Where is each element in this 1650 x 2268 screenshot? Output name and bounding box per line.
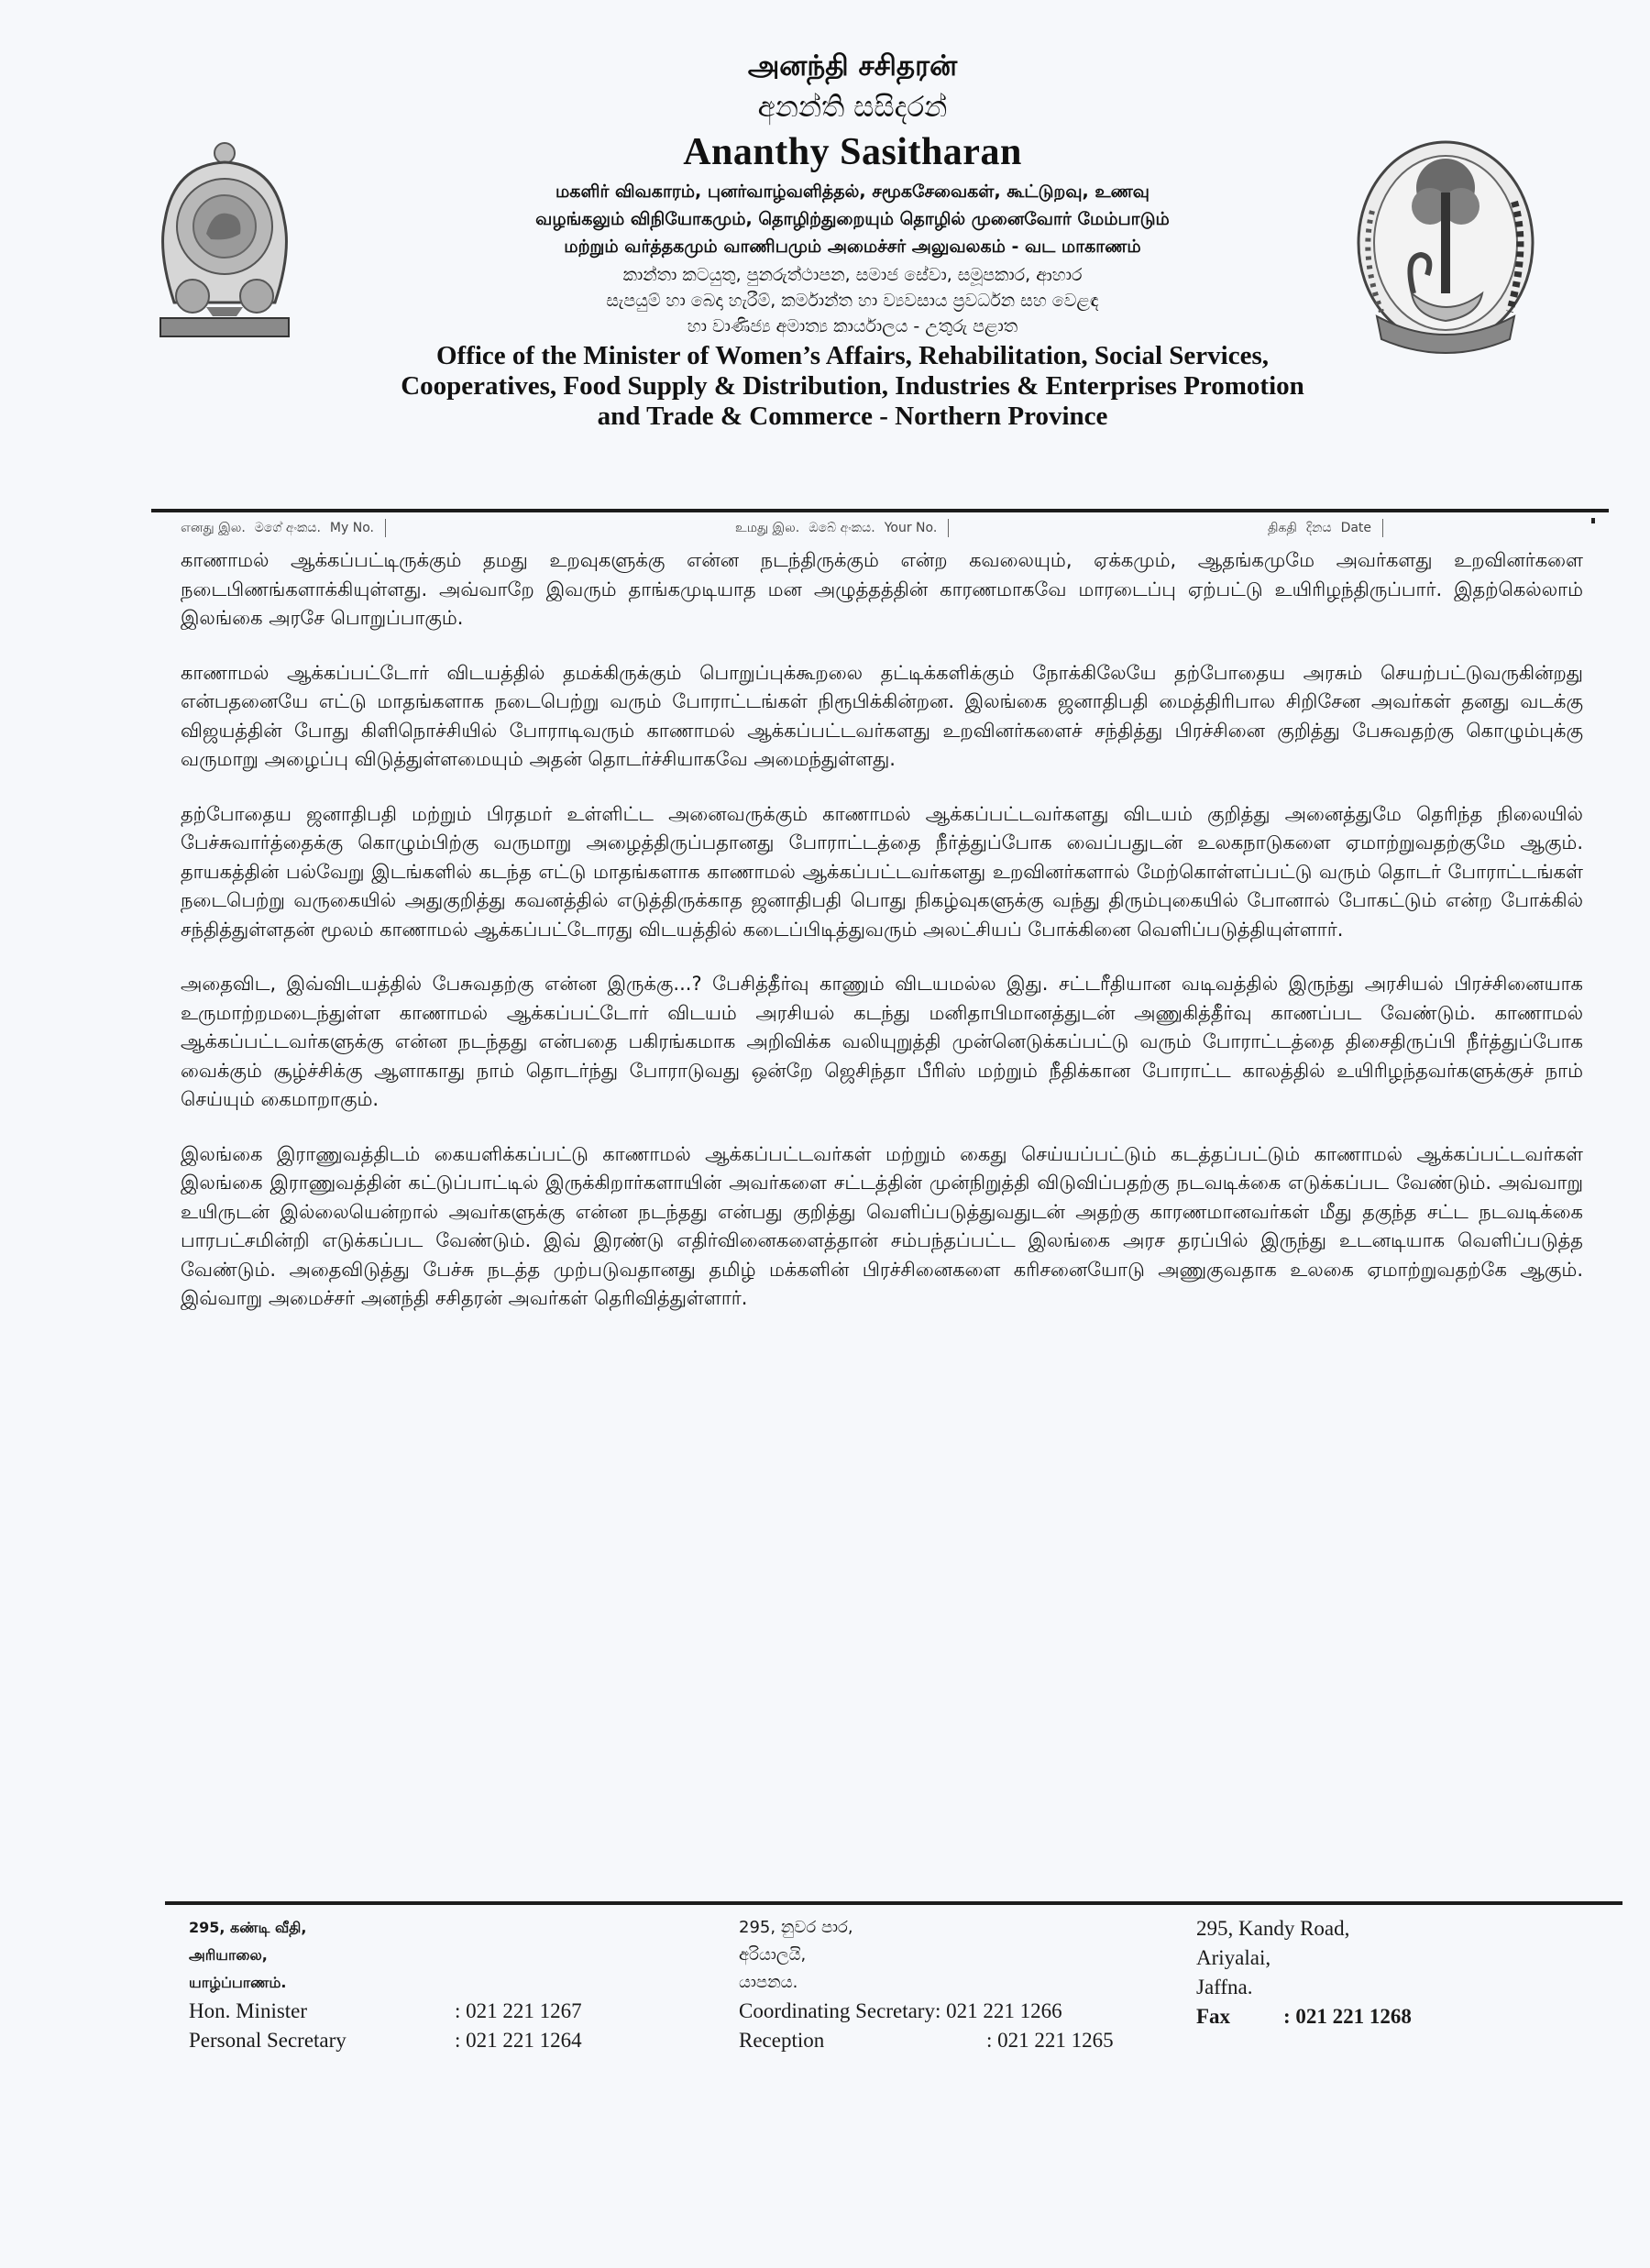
- address-tamil-line: 295, கண்டி வீதி,: [189, 1919, 307, 1936]
- header-divider: [151, 509, 1609, 512]
- footer-divider: [165, 1901, 1622, 1905]
- address-english-line: Jaffna.: [1196, 1976, 1253, 1998]
- contact-row: [1196, 2002, 1412, 2031]
- address-tamil-line: யாழ்ப்பாணம்.: [189, 1974, 287, 1991]
- body-paragraph: தற்போதைய ஜனாதிபதி மற்றும் பிரதமர் உள்ளிட்ட அனைவருக்கும் காணாமல் ஆக்கப்பட்டவர்களது விடயம் குறித்து அனைத்துமே தெரிந்த நிலையில் பேச்சுவார்த்தைக்கு கொழும்பிற்கு வருமாறு அழைத்திருப்பதானது போராட்டத்தை நீர்த்துப்போக வைப்பதுடன் உலகநாடுகளை ஏமாற்றுவதற்குமே ஆகும். தாயகத்தின் பல்வேறு இடங்களில் கடந்த எட்டு மாதங்களாக காணாமல் ஆக்கப்பட்டவர்களது உறவினர்களால் மேற்கொள்ளப்பட்டு வரும் தொடர் போராட்டங்கள் நடைபெற்று வருகையில் அதுகுறித்து கவனத்தில் எடுத்திருக்காத ஜனாதிபதி பொது நிகழ்வுகளுக்கு வந்து திரும்புகையில் போனால் போகட்டும் என்ற போக்கில் சந்தித்துள்ளதன் மூலம் காணாமல் ஆக்கப்பட்டோரது விடயத்தில் கடைப்பிடித்துவரும் அலட்சியப் போக்கினை வெளிப்படுத்தியுள்ளார்.: [181, 802, 1583, 941]
- address-english-line: 295, Kandy Road,: [1196, 1917, 1350, 1940]
- address-sinhala-line: 295, නුවර පාර,: [739, 1918, 853, 1937]
- my-ref-tamil: எனது இல.: [181, 521, 246, 535]
- minister-name-english: Ananthy Sasitharan: [683, 131, 1022, 173]
- reference-stamps-row: [181, 519, 1583, 539]
- contact-label: Coordinating Secretary: [739, 1999, 935, 2022]
- body-paragraph: அதைவிட, இவ்விடயத்தில் பேசுவதற்கு என்ன இருக்கு...? பேசித்தீர்வு காணும் விடயமல்ல இது. சட்டரீதியான வடிவத்தில் இருந்து அரசியல் பிரச்சினையாக உருமாற்றமடைந்துள்ள காணாமல் ஆக்கப்பட்டோர் விடயம் அரசியல் கடந்து மனிதாபிமானத்துடன் அணுகித்தீர்வு காணப்பட வேண்டும். காணாமல் ஆக்கப்பட்டவர்களுக்கு என்ன நடந்தது என்பதை பகிரங்கமாக அறிவிக்க வலியுறுத்தி முன்னெடுக்கப்பட்டு வரும் போராட்டத்தை திசைதிருப்பி நீர்த்துப்போக வைக்கும் சூழ்ச்சிக்கு ஆளாகாது நாம் தொடர்ந்து போராடுவது ஒன்றே ஜெசிந்தா பீரிஸ் மற்றும் நீதிக்கான போராட்ட காலத்தில் உயிரிழந்தவர்களுக்குச் நாம் செய்யும் கைமாறாகும்.: [181, 973, 1583, 1110]
- date-sinhala: දිනය: [1305, 521, 1332, 535]
- contact-phone: : 021 221 1264: [455, 2029, 582, 2052]
- emblem-icon: [156, 142, 293, 339]
- office-sinhala-line: කාන්තා කටයුතු, පුනරුත්ථාපන, සමාජ සේවා, සමූපකාර, ආහාර: [622, 265, 1083, 285]
- contact-label: Reception: [739, 2029, 825, 2052]
- my-ref-sinhala: මගේ අංකය.: [254, 521, 321, 535]
- office-tamil-line: வழங்கலும் விநியோகமும், தொழிற்துறையும் தொழில் முனைவோர் மேம்பாடும்: [535, 209, 1170, 229]
- contact-phone: : 021 221 1268: [1283, 2005, 1412, 2028]
- footer-sinhala-block: [739, 1914, 1114, 2055]
- date-stamp: [1268, 519, 1383, 537]
- contact-row: [189, 2026, 582, 2055]
- body-paragraph: இலங்கை இராணுவத்திடம் கையளிக்கப்பட்டு காணாமல் ஆக்கப்பட்டவர்கள் மற்றும் கைது செய்யப்பட்டும் கடத்தப்பட்டும் காணாமல் ஆக்கப்பட்டவர்கள் இலங்கை இராணுவத்தின் கட்டுப்பாட்டில் இருக்கிறார்களாயின் அவர்களை சட்டத்தின் முன்நிறுத்தி விடுவிப்பதற்கு நடவடிக்கை எடுக்கப்பட வேண்டும். அவ்வாறு உயிருடன் இல்லையென்றால் அவர்களுக்கு என்ன நடந்தது என்பது குறித்து வெளிப்படுத்துவதுடன் அதற்கு காரணமானவர்கள் மீது தகுந்த சட்ட நடவடிக்கை பாரபட்சமின்றி எடுக்கப்பட வேண்டும். இவ் இரண்டு எதிர்வினைகளைத்தான் சம்பந்தப்பட்ட இலங்கை அரச தரப்பில் இருந்து உடனடியாக வெளிப்படுத்த வேண்டும். அதைவிடுத்து பேச்சு நடத்த முற்படுவதானது தமிழ் மக்களின் பிரச்சினைகளை கரிசனையோடு அணுகுவதாக உலகை ஏமாற்றுவதற்கே ஆகும். இவ்வாறு அமைச்சர் அனந்தி சசிதரன் அவர்கள் தெரிவித்துள்ளார்.: [181, 1142, 1583, 1309]
- minister-name-tamil: அனந்தி சசிதரன்: [747, 50, 958, 83]
- letter-body: [181, 546, 1583, 1339]
- contact-label: Fax: [1196, 2005, 1231, 2028]
- address-tamil-line: அரியாலை,: [189, 1946, 268, 1964]
- office-title-tamil: [358, 178, 1348, 260]
- office-english-line: and Trade & Commerce - Northern Province: [597, 402, 1108, 431]
- your-ref-sinhala: ඔබේ අංකය.: [808, 521, 875, 535]
- date-tamil: திகதி: [1268, 521, 1297, 535]
- office-sinhala-line: හා වාණිජ්‍ය අමාත්‍ය කාර්යාලය - උතුරු පළාත: [687, 316, 1018, 336]
- address-english-line: Ariyalai,: [1196, 1946, 1271, 1969]
- contact-label: Hon. Minister: [189, 1999, 308, 2022]
- contact-phone: : 021 221 1266: [934, 1999, 1062, 2022]
- letterhead: [358, 46, 1348, 432]
- office-title-english: [358, 341, 1348, 432]
- office-sinhala-line: සැපයුම් හා බෙදා හැරීම්, කර්මාන්ත හා ව්‍යවසාය ප්‍රවර්ධන සහ වෙළඳ: [606, 291, 1099, 311]
- your-ref-stamp: [735, 519, 949, 537]
- contact-row: [739, 1997, 1114, 2026]
- my-ref-english: My No.: [329, 521, 374, 535]
- footer-tamil-block: [189, 1914, 582, 2055]
- office-tamil-line: மகளிர் விவகாரம், புனர்வாழ்வளித்தல், சமூகசேவைகள், கூட்டுறவு, உணவு: [556, 182, 1150, 202]
- sri-lanka-emblem-logo: [156, 142, 293, 339]
- northern-province-crest-logo: [1349, 138, 1542, 367]
- date-english: Date: [1340, 521, 1372, 535]
- address-sinhala-line: අරියාලයි,: [739, 1945, 807, 1965]
- your-ref-tamil: உமது இல.: [735, 521, 800, 535]
- body-paragraph: காணாமல் ஆக்கப்பட்டிருக்கும் தமது உறவுகளுக்கு என்ன நடந்திருக்கும் என்ற கவலையும், ஏக்கமும், ஆதங்கமுமே அவர்களது உறவினர்களை நடைபிணங்களாக்கியுள்ளது. அவ்வாறே இவரும் தாங்கமுடியாத மன அழுத்தத்தின் காரணமாகவே மாரடைப்பு ஏற்பட்டு உயிரிழந்திருப்பார். இதற்கெல்லாம் இலங்கை அரசே பொறுப்பாகும்.: [181, 549, 1584, 629]
- body-paragraph: காணாமல் ஆக்கப்பட்டோர் விடயத்தில் தமக்கிருக்கும் பொறுப்புக்கூறலை தட்டிக்களிக்கும் நோக்கிலேயே தற்போதைய அரசும் செயற்பட்டுவருகின்றது என்பதனையே எட்டு மாதங்களாக நடைபெற்று வரும் போராட்டங்கள் நிரூபிக்கின்றன. இலங்கை ஜனாதிபதி மைத்திரிபால சிறிசேன அவர்கள் தனது வடக்கு விஜயத்தின் போது கிளிநொச்சியில் போராடிவரும் காணாமல் ஆக்கப்பட்டவர்களது உறவினர்களைச் சந்தித்து பிரச்சினை குறித்து பேசுவதற்கு கொழும்புக்கு வருமாறு அழைப்பு விடுத்துள்ளமையும் அதன் தொடர்ச்சியாகவே அமைந்துள்ளது.: [181, 661, 1583, 770]
- contact-row: [189, 1997, 582, 2026]
- minister-name-sinhala: අනන්ති සසිදරන්: [757, 91, 948, 124]
- contact-phone: : 021 221 1267: [455, 1999, 582, 2022]
- crest-icon: [1349, 138, 1542, 367]
- office-english-line: Office of the Minister of Women’s Affairs, Rehabilitation, Social Services,: [435, 341, 1269, 370]
- my-ref-stamp: [181, 519, 386, 537]
- your-ref-english: Your No.: [884, 521, 938, 535]
- office-title-sinhala: [358, 262, 1348, 339]
- office-tamil-line: மற்றும் வர்த்தகமும் வாணிபமும் அமைச்சர் அலுவலகம் - வட மாகாணம்: [564, 237, 1141, 257]
- contact-phone: : 021 221 1265: [986, 2029, 1114, 2052]
- contact-row: [739, 2026, 1114, 2055]
- margin-mark: [1591, 518, 1595, 523]
- office-english-line: Cooperatives, Food Supply & Distribution, Industries & Enterprises Promotion: [401, 371, 1304, 401]
- contact-label: Personal Secretary: [189, 2029, 346, 2052]
- footer-english-block: [1196, 1914, 1412, 2031]
- address-sinhala-line: යාපනය.: [739, 1973, 798, 1992]
